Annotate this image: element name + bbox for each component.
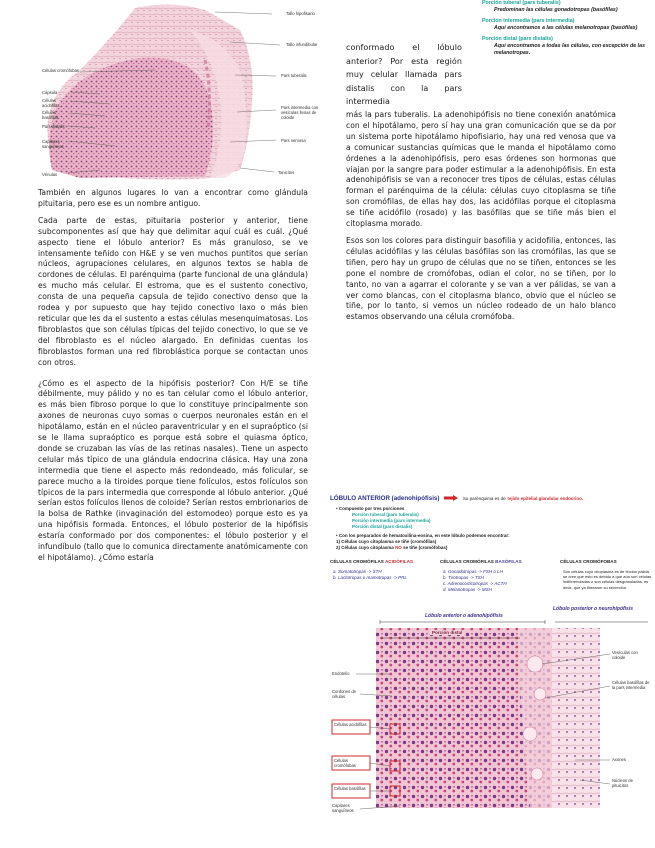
cell-item: b. Lactotropas o mamotropas -> PRL [333, 575, 407, 580]
col-title [440, 559, 540, 565]
summary-header [330, 494, 652, 502]
fig2-label-cordones: Cordones de células [332, 689, 356, 699]
label-venulas: Vénulas [42, 172, 58, 177]
porcion-item: Porción distal (pars distalis) [352, 524, 413, 529]
fig2-label-acidofilas: Células acidófilas [334, 722, 367, 727]
portion-detail: Aquí encontramos a todas las células, con excepción de las melanotropas. [494, 42, 646, 56]
anterior-lobe-summary [330, 494, 652, 617]
tipo-1: 1) Células cuyo citoplasma se tiñe (cromófilas) [336, 539, 437, 544]
portion-item [474, 0, 652, 13]
paragraph: También en algunos lugares lo van a encontrar como glándula pituitaria, pero ese es un nombre antiguo. [38, 188, 308, 208]
preparados-text: Con los preparados de hematoxilina-eosina, en este lóbulo podemos encontrar: [338, 533, 510, 538]
tipo-2 [330, 545, 652, 551]
fig2-porcion-distal: Porción distal [432, 630, 463, 635]
fig2-title-left: Lóbulo anterior o adenohipófisis [425, 613, 503, 619]
figure-hypophysis-histology [40, 0, 330, 182]
summary-arrow-text: Su parénquima es de [462, 496, 506, 501]
col1-title-b: ACIDÓFILAS [384, 559, 414, 564]
histology-illustration [40, 0, 330, 182]
label-pars-tuberalis: Pars tuberalis [281, 73, 307, 78]
right-intro: conformado el lóbulo anterior? Por esta región muy celular llamada pars distalis con la pars intermedia [346, 43, 462, 106]
cell-item: a. Somatotropas -> STH [333, 569, 382, 574]
label-celulas-cromofobas: Células cromófobas [42, 68, 80, 73]
cell-item: b. Tirotropas -> TSH [443, 575, 484, 580]
porcion-item: Porción intermedia (pars intermedia) [352, 518, 431, 523]
summary-preparados: • Con los preparados de hematoxilina-eosina, en este lóbulo podemos encontrar: [336, 533, 510, 538]
fig2-label-capilares: Capilares sanguíneos [332, 803, 354, 813]
cell-item: d. Melanotropas -> MSH [443, 587, 492, 592]
summary-arrow-strong: tejido epitelial glandular endocrino. [507, 496, 584, 501]
cell-item: c. Adrenocorticotropas -> ACTH [443, 581, 507, 586]
label-tanicitos: Tanicitos [278, 170, 295, 175]
label-celulas-basofilas: Células basófilas [42, 110, 59, 120]
fig2-label-cromofobas: Células cromófobas [334, 758, 356, 768]
arrow-icon [444, 495, 458, 501]
label-capsula: Cápsula [42, 90, 58, 95]
col2-title-b: BASÓFILAS [495, 559, 522, 564]
fig2-title-right: Lóbulo posterior o neurohipófisis [553, 606, 633, 612]
compuesto-text: Compuesto por tres porciones [338, 506, 405, 511]
porcion-item: Porción tuberal (pars tuberalis) [352, 512, 419, 517]
label-celulas-acidofilas: Células acidófilas [42, 98, 60, 108]
right-column [346, 110, 616, 329]
label-pars-intermedia: Pars intermedia con vesículas llenas de coloide [281, 105, 319, 120]
portion-item [474, 36, 652, 56]
fig2-label-basofilas-intermedia: Células basófilas de la pars intermedia [612, 680, 650, 690]
col-items [440, 569, 540, 593]
portions-list [474, 0, 652, 56]
tipo2-a: 2) Células cuyo citoplasma [336, 545, 394, 550]
label-pars-nervosa: Pars nervosa [281, 138, 306, 143]
fig2-label-endotelio: Endotelio [332, 671, 350, 676]
summary-compuesto: • Compuesto por tres porciones Porción tuberal (pars tuberalis) Porción intermedia (pars intermedia) Porción distal (pars distalis) [330, 506, 652, 530]
figure-lobes-histology [330, 606, 652, 816]
col-items [330, 569, 430, 581]
tipo2-b: se tiñe (cromófobas) [403, 545, 448, 550]
col-title: CÉLULAS CROMÓFOBAS [560, 559, 617, 564]
paragraph: Esos son los colores para distinguir basofilia y acidofilia, entonces, las células acidófilas y las células basófilas son las cromófilas, las que se tiñen, pero hay un grupo de células que no se tiñen, entonces se les pone el nombre de cromófobas, odian el color, no se tiñen, por lo tanto, no van a agarrar el colorante y se van a ver pálidas, se van a ver como blancas, con el citoplasma blanco, obvio que el núcleo se tiñe, por lo tanto, si vemos un núcleo rodeado de un halo blanco estamos observando una célula cromófoba. [346, 235, 616, 322]
col-acidofilas [330, 559, 430, 581]
paragraph: Cada parte de estas, pituitaria posterior y anterior, tiene subcomponentes así que hay que delimitar aquí cuál es cuál. ¿Qué aspecto tiene el lóbulo anterior? Es más granuloso, se ve intensamente teñido con H&E y se ven muchos puntitos que serían núcleos, agrupaciones celulares, en algunos textos se habla de cordones de células. El parénquima (parte funcional de una glándula) es mucho más celular. El estroma, que es el sustento conectivo, consta de una pequeña capsula de tejido conectivo denso que la rodea y por supuesto que hay tejido conectivo laxo o más bien reticular que les da el sustento a estas células mesenquimatosas. Los fibroblastos que son células típicas del tejido conectivo, lo que se ve del fibroblasto es el núcleo alargado. En definidas cuentas los fibroblastos forman una red fibroblástica porque se contactan unos con otros. [38, 215, 308, 367]
fig2-label-pituicitos: Núcleos de pituicitos [612, 778, 633, 788]
paragraph: más la pars tuberalis. La adenohipófisis no tiene conexión anatómica con el hipotálamo, pero sí hay una gran comunicación que se da por un sistema porte hipotálamo hipofisiario, hay una red venosa que va a comunicar sustancias químicas que le manda el hipotálamo como órdenes a la adenohipófisis, pero esas órdenes son hormonas que viajan por la sangre para poder estimular a la adenohipófisis. En esta adenohipófisis se van a reconocer tres tipos de células, estas células forman el parénquima de la célula: células cuyo citoplasma se tiñe son cromófilas, de ellas hay dos, las acidófilas porque el citoplasma se tiñe acidófilo (rosado) y las basófilas que se tiñe más bien el citoplasma morado. [346, 110, 616, 229]
label-tallo-infundibular: Tallo infundibular [286, 42, 318, 47]
label-capilares-sanguineos: Capilares sanguíneos [42, 139, 64, 149]
portion-heading: Porción intermedia (pars intermedia) [482, 18, 575, 25]
col-text: Son células cuyo citoplasma es de tinción pálida, se cree que esto es debido a que aún son células indiferenciadas o son células desgranuladas, es decir, que ya liberaron su secreción. [563, 569, 652, 590]
label-pars-distalis: Pars distalis [42, 124, 65, 129]
col-cromofobas [560, 559, 652, 590]
col-title [330, 559, 430, 565]
cell-item: a. Gonadotropas -> FSH o LH [443, 569, 503, 574]
portion-detail: Predominan las células gonadotropas (basófilas) [494, 6, 618, 13]
col-basofilas [440, 559, 540, 593]
label-tallo-hipofisario: Tallo hipofisario [286, 11, 315, 16]
paragraph: ¿Cómo es el aspecto de la hipófisis posterior? Con H/E se tiñe débilmente, muy pálido y no es tan celular como el lóbulo anterior, es más bien fibroso porque lo que lo constituye principalmente son axones de neuronas cuyo somas o cuerpos neuronales están en el hipotálamo, están en el núcleo paraventricular y en el supraóptico (si se le llama supraóptico es porque está sobre el quiasma óptico, donde se cruzaban las vías de las retinas nasales). Tiene un aspecto celular más típico de una glándula endocrina clásica. Hay una zona intermedia que tiene el aspecto más redondeado, más folicular, se parece mucho a la tiroides porque tiene folículos, estos folículos son típicos de la pars intermedia que corresponde al lóbulo anterior. ¿Qué serían estos folículos llenos de coloide? Serían restos embrionarios de la bolsa de Rathke (invaginación del estomodeo) porque esto es ya una hipófisis formada. Entonces, el lóbulo posterior de la hipófisis estaría conformado por dos componentes: el lóbulo posterior y el infundíbulo (tallo que lo comunica directamente anatómicamente con el hipotálamo). ¿Cómo estaría [38, 378, 308, 562]
portion-detail: Aquí encontramos a las células melanotropas (basófilas) [494, 24, 638, 31]
col1-title-a: CÉLULAS CROMÓFILAS [330, 559, 384, 564]
lobes-illustration [330, 614, 652, 816]
portion-heading: Porción distal (pars distalis) [482, 36, 553, 43]
fig2-label-basofilas: Células basófilas [334, 786, 366, 791]
summary-title: LÓBULO ANTERIOR (adenohipófisis) [330, 495, 440, 502]
col2-title-a: CÉLULAS CROMÓFILAS [440, 559, 494, 564]
portion-heading: Porción tuberal (pars tuberalis) [482, 0, 561, 6]
tipo2-no: NO [395, 545, 402, 550]
fig2-label-axones: Axones [612, 757, 626, 762]
left-column [38, 188, 308, 570]
portion-item [474, 18, 652, 31]
fig2-label-vesiculas: Vesículas con coloide [612, 650, 638, 660]
